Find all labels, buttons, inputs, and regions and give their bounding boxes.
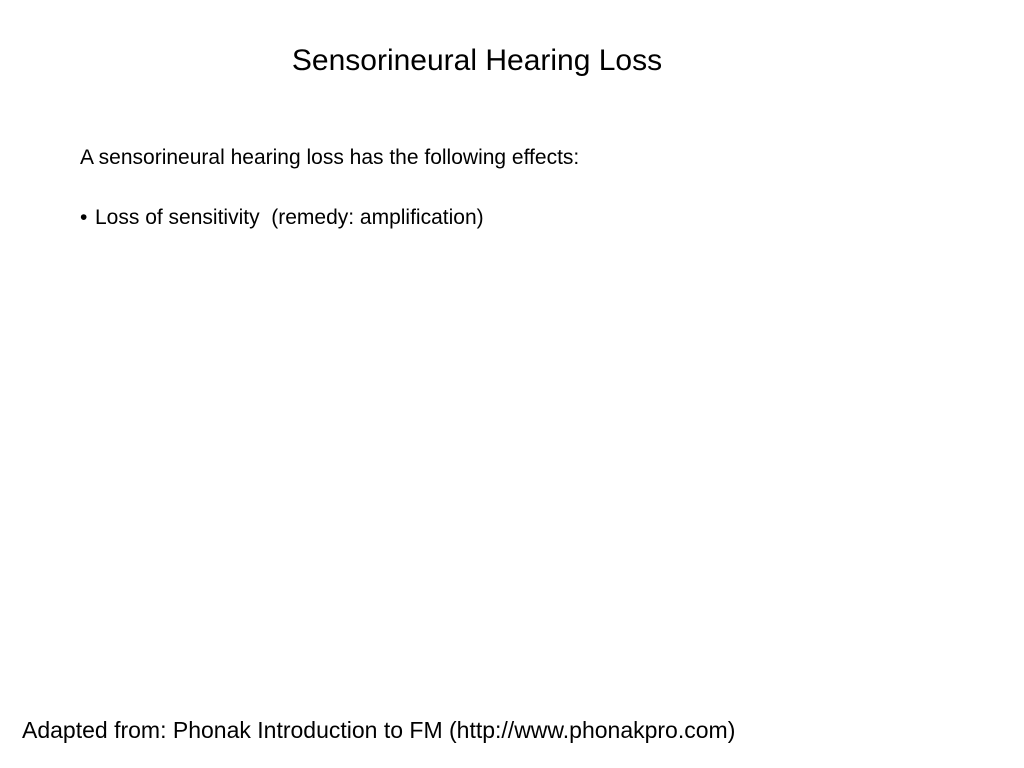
source-footer: Adapted from: Phonak Introduction to FM (http://www.phonakpro.com) — [22, 717, 736, 743]
bullet-marker: • — [80, 206, 88, 229]
bullet-text: Loss of sensitivity (remedy: amplification) — [95, 206, 484, 229]
slide-title: Sensorineural Hearing Loss — [291, 44, 663, 77]
bullet-list — [80, 204, 484, 232]
intro-text: A sensorineural hearing loss has the following effects: — [80, 146, 580, 169]
bullet-item — [80, 204, 484, 232]
